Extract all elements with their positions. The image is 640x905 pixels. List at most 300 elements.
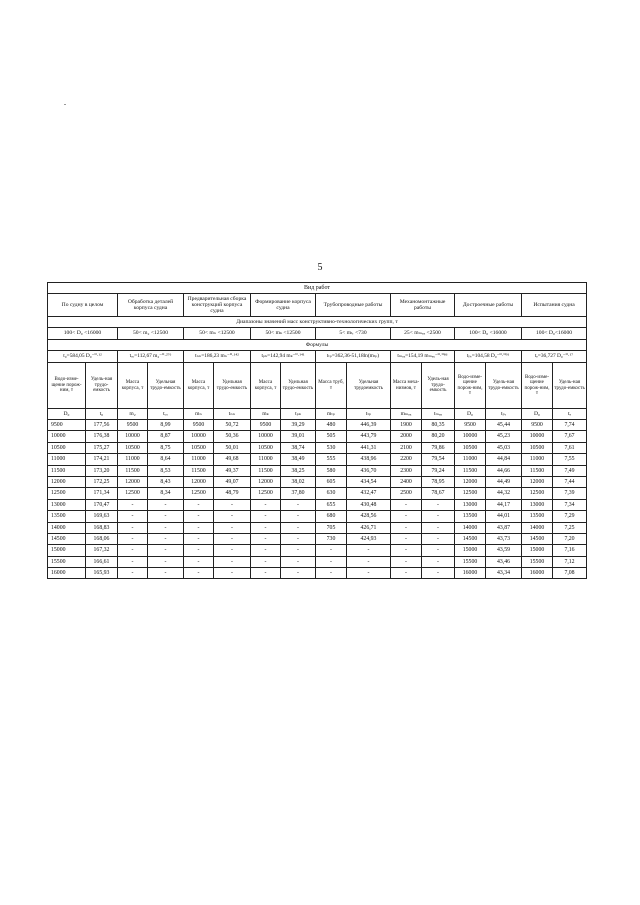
table-cell: 10000 <box>184 431 214 442</box>
scan-speck <box>64 104 66 105</box>
table-cell: 44,84 <box>486 454 522 465</box>
table-cell: 12500 <box>251 488 281 499</box>
range-cell: 100< D₀ <16000 <box>48 328 118 340</box>
table-cell: 15000 <box>455 545 486 556</box>
table-cell: 165,93 <box>86 568 118 579</box>
table-cell: 430,48 <box>347 499 391 510</box>
table-cell: - <box>391 522 422 533</box>
table-cell: 428,56 <box>347 511 391 522</box>
table-cell: 10500 <box>184 442 214 453</box>
table-cell: 8,34 <box>148 488 184 499</box>
work-type-cell: Достроечные работы <box>455 294 522 317</box>
table-cell: 7,67 <box>553 431 587 442</box>
table-cell: 8,43 <box>148 476 184 487</box>
table-cell: 13000 <box>522 499 553 510</box>
symbol-cell: tₒₒ <box>148 409 184 420</box>
table-cell: 38,49 <box>281 454 316 465</box>
table-cell: 38,74 <box>281 442 316 453</box>
table-cell: 39,01 <box>281 431 316 442</box>
table-cell: 7,20 <box>553 533 587 544</box>
formula-cell: tₜₚ=362,36-51,18ln(mₜₚ) <box>316 351 391 363</box>
table-cell: 174,21 <box>86 454 118 465</box>
table-cell: 78,95 <box>422 476 455 487</box>
table-cell: 10500 <box>522 442 553 453</box>
table-cell: - <box>148 545 184 556</box>
table-cell: 8,99 <box>148 420 184 431</box>
table-cell: - <box>316 568 347 579</box>
work-norms-table <box>47 282 587 579</box>
table-cell: 12000 <box>251 476 281 487</box>
table-cell: 2400 <box>391 476 422 487</box>
table-cell: 441,31 <box>347 442 391 453</box>
table-cell: 48,79 <box>214 488 251 499</box>
table-cell: - <box>251 522 281 533</box>
table-cell: - <box>347 568 391 579</box>
work-type-cell: По судну в целом <box>48 294 118 317</box>
table-cell: - <box>184 511 214 522</box>
column-header: Масса корпуса, т <box>251 363 281 409</box>
table-cell: 13000 <box>48 499 86 510</box>
table-cell: - <box>148 522 184 533</box>
column-header: Удельная трудо-емкость <box>214 363 251 409</box>
symbol-cell: D₀ <box>48 409 86 420</box>
range-title: Диапазоны значений масс конструктивно-технологических групп, т <box>48 317 587 328</box>
symbol-cell: mₘₑₓ <box>391 409 422 420</box>
table-cell: 11000 <box>184 454 214 465</box>
work-type-cell: Трубопроводные работы <box>316 294 391 317</box>
table-cell: - <box>214 556 251 567</box>
table-row <box>48 420 587 431</box>
table-cell: 2000 <box>391 431 422 442</box>
table-cell: 426,71 <box>347 522 391 533</box>
table-cell: 43,87 <box>486 522 522 533</box>
table-cell: 45,23 <box>486 431 522 442</box>
table-cell: 168,06 <box>86 533 118 544</box>
range-cell: 100< D₀<16000 <box>522 328 587 340</box>
table-cell: 9500 <box>48 420 86 431</box>
table-cell: 11500 <box>118 465 148 476</box>
table-cell: - <box>347 556 391 567</box>
table-cell: 436,70 <box>347 465 391 476</box>
table-cell: - <box>148 556 184 567</box>
table-cell: 14000 <box>522 522 553 533</box>
table-cell: 7,29 <box>553 511 587 522</box>
range-cell: 50< mₙ <12500 <box>184 328 251 340</box>
table-cell: 446,39 <box>347 420 391 431</box>
column-header: Водо-изме-щение порож-ним, т <box>455 363 486 409</box>
table-cell: 605 <box>316 476 347 487</box>
table-cell: 50,72 <box>214 420 251 431</box>
table-cell: 434,54 <box>347 476 391 487</box>
table-cell: - <box>118 556 148 567</box>
table-cell: 13000 <box>455 499 486 510</box>
column-header: Масса меха-низмов, т <box>391 363 422 409</box>
table-cell: 44,66 <box>486 465 522 476</box>
table-cell: 580 <box>316 465 347 476</box>
column-header: Удельная трудо-емкость <box>148 363 184 409</box>
work-type-cell: Предварительная сборка конструкций корпуса судна <box>184 294 251 317</box>
table-cell: 9500 <box>522 420 553 431</box>
table-cell: 10000 <box>48 431 86 442</box>
table-cell: - <box>422 499 455 510</box>
symbol-cell: D₀ <box>455 409 486 420</box>
symbol-cell: mₖ <box>251 409 281 420</box>
table-cell: 43,59 <box>486 545 522 556</box>
table-cell: 43,46 <box>486 556 522 567</box>
symbol-cell: tₚᵣ <box>486 409 522 420</box>
table-cell: 11500 <box>48 465 86 476</box>
table-cell: 13500 <box>455 511 486 522</box>
vid-rabot-header: Вид работ <box>48 283 587 294</box>
table-cell: 7,44 <box>553 476 587 487</box>
table-cell: 16000 <box>522 568 553 579</box>
table-cell: - <box>251 568 281 579</box>
table-cell: 8,64 <box>148 454 184 465</box>
column-header: Удель-ная трудо-емкость <box>86 363 118 409</box>
table-cell: 15000 <box>522 545 553 556</box>
range-cell: 50< mₖ <12500 <box>251 328 316 340</box>
table-cell: - <box>422 568 455 579</box>
symbol-cell: tₙₙ <box>214 409 251 420</box>
table-cell: - <box>347 545 391 556</box>
table-cell: - <box>281 511 316 522</box>
table-cell: 44,49 <box>486 476 522 487</box>
symbol-cell: mₙ <box>184 409 214 420</box>
column-header: Водо-изме-щение порож-ним, т <box>48 363 86 409</box>
table-cell: - <box>184 545 214 556</box>
table-cell: 7,34 <box>553 499 587 510</box>
table-cell: - <box>422 545 455 556</box>
table-cell: - <box>184 568 214 579</box>
table-cell: - <box>148 511 184 522</box>
table-cell: - <box>281 499 316 510</box>
table-cell: - <box>422 511 455 522</box>
table-cell: 12000 <box>184 476 214 487</box>
formula-cell: tₚₖ=142,94 mₖ⁻⁰·¹⁴¹ <box>251 351 316 363</box>
table-cell: - <box>316 545 347 556</box>
table-cell: 168,83 <box>86 522 118 533</box>
table-cell: - <box>281 556 316 567</box>
table-cell: 7,25 <box>553 522 587 533</box>
table-cell: - <box>391 499 422 510</box>
table-cell: 49,37 <box>214 465 251 476</box>
table-row <box>48 488 587 499</box>
table-cell: 14500 <box>455 533 486 544</box>
column-header: Удель-ная трудо-емкость <box>486 363 522 409</box>
table-cell: 16000 <box>455 568 486 579</box>
table-cell: 680 <box>316 511 347 522</box>
table-cell: - <box>148 568 184 579</box>
table-cell: 11000 <box>522 454 553 465</box>
table-cell: 12000 <box>522 476 553 487</box>
table-cell: 705 <box>316 522 347 533</box>
table-cell: - <box>422 556 455 567</box>
table-cell: 7,55 <box>553 454 587 465</box>
table-cell: 13500 <box>522 511 553 522</box>
table-cell: - <box>184 499 214 510</box>
table-cell: 37,80 <box>281 488 316 499</box>
table-row <box>48 568 587 579</box>
table-cell: 480 <box>316 420 347 431</box>
table-cell: 9500 <box>455 420 486 431</box>
table-cell: - <box>251 499 281 510</box>
table-cell: - <box>281 568 316 579</box>
table-cell: 14000 <box>455 522 486 533</box>
symbol-cell: mₜₚ <box>316 409 347 420</box>
table-cell: 14500 <box>48 533 86 544</box>
table-cell: 171,34 <box>86 488 118 499</box>
table-cell: - <box>118 511 148 522</box>
table-cell: 9500 <box>184 420 214 431</box>
table-cell: 10000 <box>522 431 553 442</box>
range-cell: 50< m₂ <12500 <box>118 328 184 340</box>
table-cell: 172,25 <box>86 476 118 487</box>
table-cell: - <box>391 545 422 556</box>
table-cell: 11500 <box>251 465 281 476</box>
table-cell: - <box>316 556 347 567</box>
table-cell: 10500 <box>251 442 281 453</box>
table-cell: 170,47 <box>86 499 118 510</box>
table-cell: 176,38 <box>86 431 118 442</box>
table-cell: 630 <box>316 488 347 499</box>
table-row <box>48 454 587 465</box>
table-cell: - <box>391 568 422 579</box>
table-row <box>48 522 587 533</box>
table-cell: 49,07 <box>214 476 251 487</box>
table-cell: 12000 <box>48 476 86 487</box>
table-row <box>48 511 587 522</box>
table-cell: - <box>118 568 148 579</box>
table-cell: - <box>251 556 281 567</box>
table-cell: - <box>281 545 316 556</box>
table-cell: 11000 <box>48 454 86 465</box>
table-cell: 530 <box>316 442 347 453</box>
table-cell: 505 <box>316 431 347 442</box>
work-type-cell: Механомонтажные работы <box>391 294 455 317</box>
table-cell: 10000 <box>251 431 281 442</box>
table-cell: 7,74 <box>553 420 587 431</box>
table-cell: 11500 <box>522 465 553 476</box>
table-cell: 80,35 <box>422 420 455 431</box>
table-cell: 2200 <box>391 454 422 465</box>
table-cell: - <box>422 533 455 544</box>
table-cell: 38,02 <box>281 476 316 487</box>
table-cell: 1900 <box>391 420 422 431</box>
table-cell: - <box>118 522 148 533</box>
symbol-cell: t₀ <box>86 409 118 420</box>
table-cell: 173,20 <box>86 465 118 476</box>
table-row <box>48 465 587 476</box>
table-row <box>48 533 587 544</box>
formulas-title: Формулы <box>48 340 587 351</box>
symbol-cell: D₀ <box>522 409 553 420</box>
table-cell: 7,49 <box>553 465 587 476</box>
table-cell: 10500 <box>48 442 86 453</box>
table-cell: 11000 <box>118 454 148 465</box>
table-cell: 12000 <box>118 476 148 487</box>
table-cell: 7,12 <box>553 556 587 567</box>
table-cell: 169,63 <box>86 511 118 522</box>
table-cell: 50,36 <box>214 431 251 442</box>
column-header: Масса труб, т <box>316 363 347 409</box>
table-cell: 9500 <box>251 420 281 431</box>
table-row <box>48 556 587 567</box>
table-cell: 655 <box>316 499 347 510</box>
table-cell: 39,29 <box>281 420 316 431</box>
table-cell: 79,24 <box>422 465 455 476</box>
table-cell: 12500 <box>48 488 86 499</box>
column-header: Масса корпуса, т <box>184 363 214 409</box>
symbol-cell: tₚₖ <box>281 409 316 420</box>
work-type-cell: Формирование корпуса судна <box>251 294 316 317</box>
table-cell: 45,44 <box>486 420 522 431</box>
column-header: Удельная трудоемкость <box>347 363 391 409</box>
table-cell: 12500 <box>118 488 148 499</box>
table-cell: 166,61 <box>86 556 118 567</box>
formula-cell: tₙₙ=186,23 mₙ⁻⁰·¹⁴² <box>184 351 251 363</box>
table-cell: 443,79 <box>347 431 391 442</box>
formula-cell: tₑ=36,727 D₀⁻⁰·¹⁷ <box>522 351 587 363</box>
table-cell: 10500 <box>118 442 148 453</box>
table-row <box>48 545 587 556</box>
table-row <box>48 431 587 442</box>
table-cell: - <box>214 568 251 579</box>
table-cell: - <box>391 511 422 522</box>
table-cell: - <box>184 533 214 544</box>
table-cell: 44,01 <box>486 511 522 522</box>
table-cell: 15000 <box>48 545 86 556</box>
table-cell: 15500 <box>522 556 553 567</box>
table-cell: - <box>214 499 251 510</box>
table-cell: 79,54 <box>422 454 455 465</box>
table-cell: - <box>391 533 422 544</box>
table-cell: - <box>148 499 184 510</box>
table-cell: - <box>214 511 251 522</box>
table-cell: 45,03 <box>486 442 522 453</box>
table-cell: - <box>281 533 316 544</box>
table-cell: 15500 <box>455 556 486 567</box>
table-cell: 38,25 <box>281 465 316 476</box>
formula-cell: t₀=584,05 D₀⁻⁰·¹² <box>48 351 118 363</box>
table-cell: - <box>118 533 148 544</box>
formula-cell: tₒₒ=112,67 m₂⁻⁰·²⁷⁶ <box>118 351 184 363</box>
table-cell: 438,96 <box>347 454 391 465</box>
table-cell: 11000 <box>251 454 281 465</box>
table-cell: - <box>281 522 316 533</box>
table-cell: 10500 <box>455 442 486 453</box>
table-cell: 8,53 <box>148 465 184 476</box>
table-cell: 14000 <box>48 522 86 533</box>
table-cell: 79,86 <box>422 442 455 453</box>
table-cell: 16000 <box>48 568 86 579</box>
table-cell: - <box>184 556 214 567</box>
table-cell: 10000 <box>455 431 486 442</box>
table-cell: 8,87 <box>148 431 184 442</box>
table-cell: 730 <box>316 533 347 544</box>
table-cell: 50,01 <box>214 442 251 453</box>
table-cell: 80,20 <box>422 431 455 442</box>
table-cell: 12500 <box>522 488 553 499</box>
table-cell: - <box>391 556 422 567</box>
table-cell: 43,73 <box>486 533 522 544</box>
column-header: Масса корпуса, т <box>118 363 148 409</box>
table-cell: 7,08 <box>553 568 587 579</box>
table-cell: 7,16 <box>553 545 587 556</box>
table-cell: 175,27 <box>86 442 118 453</box>
table-cell: 11500 <box>455 465 486 476</box>
column-header: Водо-изме-щение порож-ним, т <box>522 363 553 409</box>
table-cell: 432,47 <box>347 488 391 499</box>
work-type-cell: Испытания судна <box>522 294 587 317</box>
table-cell: 2300 <box>391 465 422 476</box>
work-type-cell: Обработка деталей корпуса судна <box>118 294 184 317</box>
table-cell: - <box>251 545 281 556</box>
table-cell: 555 <box>316 454 347 465</box>
table-cell: - <box>214 533 251 544</box>
column-header: Удельная трудо-емкость <box>281 363 316 409</box>
table-cell: - <box>118 499 148 510</box>
table-cell: 43,34 <box>486 568 522 579</box>
symbol-cell: tₘₑₓ <box>422 409 455 420</box>
table-cell: 8,75 <box>148 442 184 453</box>
table-cell: - <box>251 511 281 522</box>
table-cell: 12000 <box>455 476 486 487</box>
table-cell: 9500 <box>118 420 148 431</box>
table-cell: 14500 <box>522 533 553 544</box>
table-cell: 78,67 <box>422 488 455 499</box>
table-row <box>48 476 587 487</box>
range-cell: 25< mₘₑₓ <2500 <box>391 328 455 340</box>
range-cell: 100< D₀ <16000 <box>455 328 522 340</box>
formula-cell: tₚᵣ=104,58 D₀⁻⁰·⁰⁹¹ <box>455 351 522 363</box>
table-cell: 7,39 <box>553 488 587 499</box>
table-cell: 13500 <box>48 511 86 522</box>
table-cell: 44,17 <box>486 499 522 510</box>
table-cell: 44,32 <box>486 488 522 499</box>
table-cell: 10000 <box>118 431 148 442</box>
table-cell: 11000 <box>455 454 486 465</box>
table-cell: 177,56 <box>86 420 118 431</box>
column-header: Удель-ная трудо-емкость <box>553 363 587 409</box>
table-cell: - <box>251 533 281 544</box>
formula-cell: tₘₑₓ=154,19 mₘₑₓ⁻⁰·⁰⁸⁶ <box>391 351 455 363</box>
table-cell: 7,61 <box>553 442 587 453</box>
table-cell: 11500 <box>184 465 214 476</box>
table-cell: - <box>422 522 455 533</box>
table-row <box>48 442 587 453</box>
table-cell: 2500 <box>391 488 422 499</box>
table-cell: - <box>214 545 251 556</box>
table-row <box>48 499 587 510</box>
range-cell: 5< mₜᵣ <730 <box>316 328 391 340</box>
table-cell: 2100 <box>391 442 422 453</box>
column-header: Удель-ная трудо-емкость <box>422 363 455 409</box>
table-cell: 12500 <box>455 488 486 499</box>
table-cell: 167,32 <box>86 545 118 556</box>
table-cell: - <box>214 522 251 533</box>
table-cell: - <box>184 522 214 533</box>
page-number: 5 <box>317 262 323 273</box>
table-cell: 424,93 <box>347 533 391 544</box>
table-cell: - <box>118 545 148 556</box>
table-cell: 12500 <box>184 488 214 499</box>
symbol-cell: tₑ <box>553 409 587 420</box>
table-cell: 49,68 <box>214 454 251 465</box>
table-cell: 15500 <box>48 556 86 567</box>
symbol-cell: m₂ <box>118 409 148 420</box>
symbol-cell: tₜₚ <box>347 409 391 420</box>
table-cell: - <box>148 533 184 544</box>
